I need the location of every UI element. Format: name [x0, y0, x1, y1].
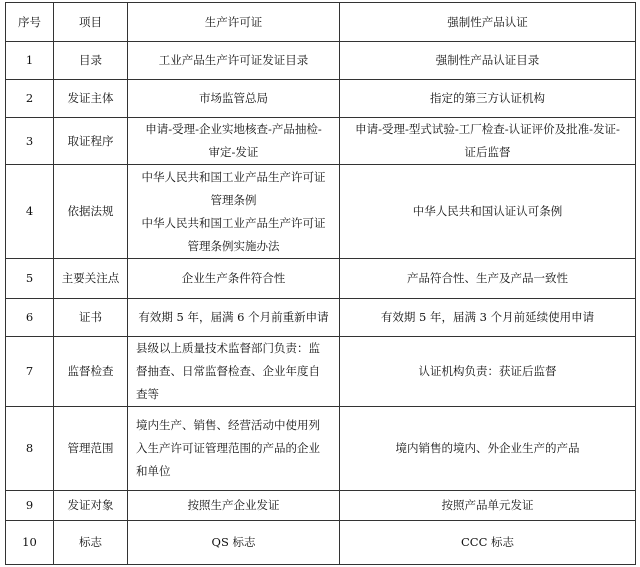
- ccc-cell: [340, 80, 636, 118]
- header-license: 生产许可证: [128, 3, 340, 42]
- license-cell: [128, 491, 340, 521]
- row-number: 10: [6, 521, 54, 565]
- license-cell: [128, 118, 340, 165]
- cell-line: 境内销售的境内、外企业生产的产品: [395, 441, 580, 455]
- table-row: [6, 118, 636, 165]
- cell-line: QS 标志: [211, 535, 256, 549]
- cell-line: 产品符合性、生产及产品一致性: [407, 271, 568, 285]
- header-no: 序号: [6, 3, 54, 42]
- cell-line: 管理条例: [210, 192, 257, 207]
- license-cell: [128, 299, 340, 337]
- cell-line: 申请-受理-型式试验-工厂检查-认证评价及批准-发证-: [355, 122, 620, 136]
- row-item: 发证对象: [54, 491, 128, 521]
- row-number: 1: [6, 42, 54, 80]
- header-row: [6, 3, 636, 42]
- cell-line: 按照产品单元发证: [441, 498, 534, 512]
- license-cell: [128, 521, 340, 565]
- ccc-cell: [340, 337, 636, 407]
- table-body: [6, 42, 636, 565]
- table-row: [6, 407, 636, 491]
- cell-line: 境内生产、销售、经营活动中使用列: [136, 418, 320, 432]
- ccc-cell: [340, 521, 636, 565]
- cell-line: 管理条例实施办法: [187, 238, 280, 253]
- cell-line: 强制性产品认证目录: [435, 53, 540, 67]
- table-row: [6, 80, 636, 118]
- ccc-cell: [340, 165, 636, 259]
- cell-line: 和单位: [136, 464, 171, 478]
- ccc-cell: [340, 491, 636, 521]
- cell-line: 工业产品生产许可证发证目录: [158, 53, 309, 67]
- license-cell: [128, 259, 340, 299]
- license-cell: [128, 42, 340, 80]
- row-number: 5: [6, 259, 54, 299]
- row-item: 证书: [54, 299, 128, 337]
- header-item: 项目: [54, 3, 128, 42]
- cell-line: 中华人民共和国工业产品生产许可证: [141, 169, 326, 184]
- row-number: 9: [6, 491, 54, 521]
- row-item: 标志: [54, 521, 128, 565]
- row-number: 8: [6, 407, 54, 491]
- license-cell: [128, 165, 340, 259]
- cell-line: 证后监督: [464, 145, 511, 159]
- license-cell: [128, 80, 340, 118]
- row-item: 取证程序: [54, 118, 128, 165]
- cell-line: 审定-发证: [208, 145, 259, 159]
- row-number: 4: [6, 165, 54, 259]
- row-item: 监督检查: [54, 337, 128, 407]
- cell-line: 企业生产条件符合性: [181, 271, 286, 285]
- table-row: [6, 521, 636, 565]
- cell-line: 查等: [136, 387, 159, 401]
- header-ccc: 强制性产品认证: [340, 3, 636, 42]
- row-number: 7: [6, 337, 54, 407]
- cell-line: 有效期 5 年，届满 3 个月前延续使用申请: [380, 310, 595, 324]
- cell-line: 有效期 5 年，届满 6 个月前重新申请: [138, 310, 329, 324]
- row-item: 主要关注点: [54, 259, 128, 299]
- cell-line: 中华人民共和国认证认可条例: [412, 204, 563, 218]
- row-item: 管理范围: [54, 407, 128, 491]
- ccc-cell: [340, 118, 636, 165]
- cell-line: 申请-受理-企业实地核查-产品抽检-: [145, 122, 322, 136]
- row-item: 发证主体: [54, 80, 128, 118]
- cell-line: 入生产许可证管理范围的产品的企业: [136, 441, 320, 455]
- ccc-cell: [340, 407, 636, 491]
- table-row: [6, 337, 636, 407]
- table-row: [6, 42, 636, 80]
- row-item: 目录: [54, 42, 128, 80]
- cell-line: 指定的第三方认证机构: [430, 91, 545, 105]
- ccc-cell: [340, 42, 636, 80]
- ccc-cell: [340, 299, 636, 337]
- row-number: 6: [6, 299, 54, 337]
- row-number: 3: [6, 118, 54, 165]
- table-row: [6, 165, 636, 259]
- cell-line: CCC 标志: [460, 535, 515, 549]
- license-cell: [128, 407, 340, 491]
- table-row: [6, 259, 636, 299]
- table-row: [6, 491, 636, 521]
- cell-line: 按照生产企业发证: [187, 498, 280, 512]
- cell-line: 市场监管总局: [199, 91, 268, 105]
- table-row: [6, 299, 636, 337]
- comparison-table: [5, 2, 636, 565]
- cell-line: 县级以上质量技术监督部门负责：监: [136, 341, 320, 355]
- ccc-cell: [340, 259, 636, 299]
- license-cell: [128, 337, 340, 407]
- cell-line: 中华人民共和国工业产品生产许可证: [141, 215, 326, 230]
- cell-line: 督抽查、日常监督检查、企业年度自: [136, 364, 320, 378]
- row-item: 依据法规: [54, 165, 128, 259]
- row-number: 2: [6, 80, 54, 118]
- cell-line: 认证机构负责：获证后监督: [418, 364, 557, 378]
